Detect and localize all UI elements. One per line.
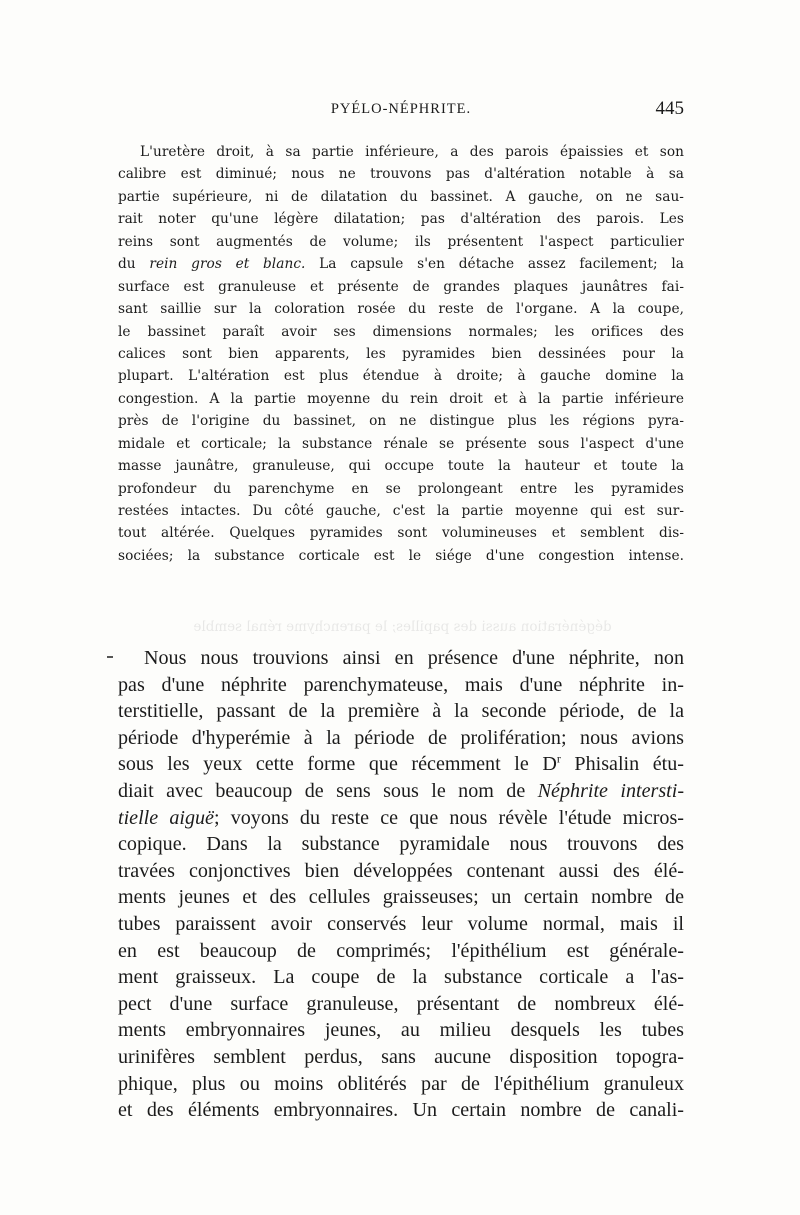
text-line: restées intactes. Du côté gauche, c'est la partie moyenne qui est sur- <box>118 503 684 519</box>
text-line <box>118 253 684 275</box>
text-run: Phisalin étu- <box>560 753 684 776</box>
text-line: pas d'une néphrite parenchymateuse, mais d'une néphrite in- <box>118 673 684 696</box>
text-line: rait noter qu'une légère dilatation; pas d'altération des parois. Les <box>118 211 684 228</box>
text-run: sous les yeux cette forme que récemment le <box>118 753 529 776</box>
superscript: r <box>556 751 561 766</box>
text-line: masse jaunâtre, granuleuse, qui occupe toute la hauteur et toute la <box>118 458 684 475</box>
margin-mark <box>107 656 113 658</box>
text-line: pect d'une surface granuleuse, présentant de nombreux élé- <box>118 992 684 1015</box>
text-line: sant saillie sur la coloration rosée du reste de l'organe. A la coupe, <box>118 301 684 318</box>
running-title: PYÉLO-NÉPHRITE. <box>330 101 472 117</box>
text-run: du <box>118 256 150 273</box>
text-line: calibre est diminué; nous ne trouvons pas d'altération notable à sa <box>118 166 684 183</box>
text-line: terstitielle, passant de la première à la seconde période, de la <box>118 700 684 723</box>
text-line: partie supérieure, ni de dilatation du bassinet. A gauche, on ne sau- <box>118 188 684 205</box>
text-line: Nous nous trouvions ainsi en présence d'une néphrite, non <box>144 647 684 669</box>
text-line <box>118 778 684 805</box>
text-line: reins sont augmentés de volume; ils présentent l'aspect particulier <box>118 233 684 250</box>
text-line: ments jeunes et des cellules graisseuses; un certain nombre de <box>118 886 684 909</box>
text-line: en est beaucoup de comprimés; l'épithélium est générale- <box>118 939 684 962</box>
text-run: ; voyons du reste ce que nous révèle l'étude micros- <box>213 806 684 829</box>
bleed-through-text: dégénération aussi des papilles; le parenchyme rénal semble <box>193 619 612 635</box>
text-line <box>118 751 684 778</box>
text-line: congestion. A la partie moyenne du rein droit et à la partie inférieure <box>118 390 684 407</box>
paragraph-small-type <box>118 141 684 567</box>
text-line: urinifères semblent perdus, sans aucune disposition topogra- <box>118 1045 684 1068</box>
text-line: tubes paraissent avoir conservés leur volume normal, mais il <box>118 912 684 935</box>
text-line: midale et corticale; la substance rénale se présente sous l'aspect d'une <box>118 435 684 452</box>
text-line: plupart. L'altération est plus étendue à droite; à gauche domine la <box>118 368 684 385</box>
italic-term: Néphrite intersti- <box>537 779 684 802</box>
text-run: La capsule s'en détache assez facilement; la <box>305 256 684 273</box>
italic-term: rein gros et blanc. <box>149 256 306 273</box>
italic-term: tielle aiguë <box>118 806 214 829</box>
text-line: période d'hyperémie à la période de prolifération; nous avions <box>118 726 684 749</box>
text-run: diait avec beaucoup de sens sous le nom de <box>118 779 526 802</box>
page-number: 445 <box>655 98 684 119</box>
text-line: L'uretère droit, à sa partie inférieure, a des parois épaissies et son <box>140 144 684 160</box>
paragraph-large-type <box>118 645 684 1124</box>
text-line: phique, plus ou moins oblitérés par de l'épithélium granuleux <box>118 1072 684 1095</box>
text-line: profondeur du parenchyme en se prolongeant entre les pyramides <box>118 480 684 497</box>
text-line: et des éléments embryonnaires. Un certain nombre de canali- <box>118 1099 684 1122</box>
text-line: ment graisseux. La coupe de la substance corticale a l'as- <box>118 966 684 989</box>
text-line: travées conjonctives bien développées contenant aussi des élé- <box>118 859 684 882</box>
text-line: près de l'origine du bassinet, on ne distingue plus les régions pyra- <box>118 413 684 430</box>
text-line: tout altérée. Quelques pyramides sont volumineuses et semblent dis- <box>118 525 684 542</box>
text-line: surface est granuleuse et présente de grandes plaques jaunâtres fai- <box>118 278 684 295</box>
text-line: copique. Dans la substance pyramidale nous trouvons des <box>118 833 684 856</box>
text-line: le bassinet paraît avoir ses dimensions normales; les orifices des <box>118 323 684 340</box>
text-line: calices sont bien apparents, les pyramides bien dessinées pour la <box>118 345 684 362</box>
doctor-abbrev <box>542 753 561 775</box>
running-head <box>118 98 684 122</box>
text-line: sociées; la substance corticale est le siége d'une congestion intense. <box>118 547 684 564</box>
text-line <box>118 805 684 832</box>
text-line: ments embryonnaires jeunes, au milieu desquels les tubes <box>118 1019 684 1042</box>
text-run: D <box>542 753 557 776</box>
